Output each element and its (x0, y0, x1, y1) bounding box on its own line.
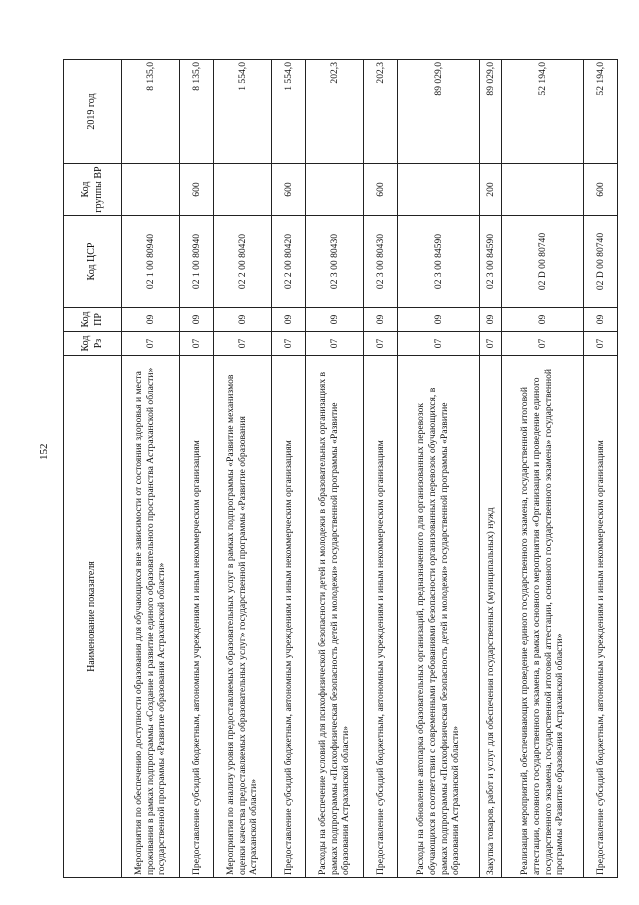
table-cell-rz: 07 (122, 332, 180, 356)
table-cell-pr: 09 (306, 308, 364, 332)
table-cell-vr (214, 164, 272, 216)
table-cell-name: Реализация мероприятий, обеспечивающих проведение единого государственного экзамена, государственной итоговой аттестации, основного государственного экзамена, в рамках основного мероприятия «Организация и проведение единого государственного экзамена, государственной итоговой аттестации, основного государственного экзамена» государственной программы «Развитие образования Астраханской области» (502, 356, 584, 878)
table-cell-name: Предоставление субсидий бюджетным, автономным учреждениям и иным некоммерческим организациям (180, 356, 214, 878)
table-cell-name: Расходы на обновление автопарка образовательных организаций, предназначенного для организованных перевозок обучающихся в соответствии с современными требованиями безопасности организованных перевозок обучающихся, в рамках подпрограммы «Психофизическая безопасность детей и молодежи» государственной программы «Развитие образования Астраханской области» (398, 356, 480, 878)
table-cell-pr: 09 (364, 308, 398, 332)
table-row (502, 60, 584, 878)
header-pr: Код ПР (64, 308, 122, 332)
table-cell-csr: 02 3 00 80430 (364, 216, 398, 308)
table-cell-rz: 07 (398, 332, 480, 356)
table-row (480, 60, 502, 878)
table-cell-amount: 8 135,0 (180, 60, 214, 164)
table-cell-csr: 02 2 00 80420 (272, 216, 306, 308)
table-cell-vr: 600 (364, 164, 398, 216)
table-cell-name: Расходы на обеспечение условий для психофизической безопасности детей и молодежи в образовательных организациях в рамках подпрограммы «Психофизическая безопасность детей и молодежи» государственной программы «Развитие образования Астраханской области» (306, 356, 364, 878)
table-cell-name: Предоставление субсидий бюджетным, автономным учреждениям и иным некоммерческим организациям (364, 356, 398, 878)
table-cell-rz: 07 (180, 332, 214, 356)
table-cell-rz: 07 (584, 332, 618, 356)
table-cell-rz: 07 (214, 332, 272, 356)
table-cell-vr: 600 (180, 164, 214, 216)
table-cell-rz: 07 (272, 332, 306, 356)
table-cell-csr: 02 D 00 80740 (502, 216, 584, 308)
table-cell-amount: 8 135,0 (122, 60, 180, 164)
table-cell-amount: 52 194,0 (584, 60, 618, 164)
table-cell-csr: 02 1 00 80940 (122, 216, 180, 308)
header-year: 2019 год (64, 60, 122, 164)
table-cell-name: Предоставление субсидий бюджетным, автономным учреждениям и иным некоммерческим организациям (272, 356, 306, 878)
table-cell-pr: 09 (480, 308, 502, 332)
table-cell-pr: 09 (584, 308, 618, 332)
table-cell-pr: 09 (272, 308, 306, 332)
table-row (398, 60, 480, 878)
table-cell-csr: 02 3 00 84590 (398, 216, 480, 308)
table-cell-pr: 09 (122, 308, 180, 332)
table-cell-rz: 07 (480, 332, 502, 356)
table-cell-amount: 1 554,0 (214, 60, 272, 164)
budget-table (63, 59, 618, 878)
table-cell-pr: 09 (214, 308, 272, 332)
table-cell-rz: 07 (364, 332, 398, 356)
table-cell-rz: 07 (306, 332, 364, 356)
header-name: Наименование показателя (64, 356, 122, 878)
header-csr: Код ЦСР (64, 216, 122, 308)
table-row (122, 60, 180, 878)
header-vr: Код группы ВР (64, 164, 122, 216)
table-cell-amount: 202,3 (364, 60, 398, 164)
table-cell-csr: 02 1 00 80940 (180, 216, 214, 308)
table-cell-pr: 09 (398, 308, 480, 332)
table-row (306, 60, 364, 878)
table-cell-name: Мероприятия по обеспечению доступности образования для обучающихся вне зависимости от состояния здоровья и места проживания в рамках подпрограммы «Создание и развитие единого образовательного пространства Астраханской области» государственной программы «Развитие образования Астраханской области» (122, 356, 180, 878)
page-number: 152 (38, 443, 50, 460)
table-cell-csr: 02 2 00 80420 (214, 216, 272, 308)
table-cell-csr: 02 D 00 80740 (584, 216, 618, 308)
table-cell-pr: 09 (502, 308, 584, 332)
table-cell-name: Закупка товаров, работ и услуг для обеспечения государственных (муниципальных) нужд (480, 356, 502, 878)
table-cell-pr: 09 (180, 308, 214, 332)
table-cell-amount: 52 194,0 (502, 60, 584, 164)
rotated-page-content (63, 60, 615, 878)
table-cell-vr: 600 (272, 164, 306, 216)
table-cell-vr: 200 (480, 164, 502, 216)
table-cell-vr (122, 164, 180, 216)
table-cell-name: Предоставление субсидий бюджетным, автономным учреждениям и иным некоммерческим организациям (584, 356, 618, 878)
table-row (272, 60, 306, 878)
table-row (214, 60, 272, 878)
table-cell-vr (306, 164, 364, 216)
table-cell-name: Мероприятия по анализу уровня предоставляемых образовательных услуг в рамках подпрограммы «Развитие механизмов оценки качества предоставляемых образовательных услуг» государственной программы «Развитие образования Астраханской области» (214, 356, 272, 878)
table-header-row (64, 60, 122, 878)
table-row (180, 60, 214, 878)
table-cell-csr: 02 3 00 84590 (480, 216, 502, 308)
table-row (364, 60, 398, 878)
table-cell-csr: 02 3 00 80430 (306, 216, 364, 308)
table-cell-amount: 1 554,0 (272, 60, 306, 164)
header-rz: Код Рз (64, 332, 122, 356)
table-cell-rz: 07 (502, 332, 584, 356)
table-cell-vr (398, 164, 480, 216)
table-cell-amount: 89 029,0 (480, 60, 502, 164)
table-cell-vr: 600 (584, 164, 618, 216)
table-cell-vr (502, 164, 584, 216)
table-row (584, 60, 618, 878)
table-cell-amount: 89 029,0 (398, 60, 480, 164)
table-cell-amount: 202,3 (306, 60, 364, 164)
